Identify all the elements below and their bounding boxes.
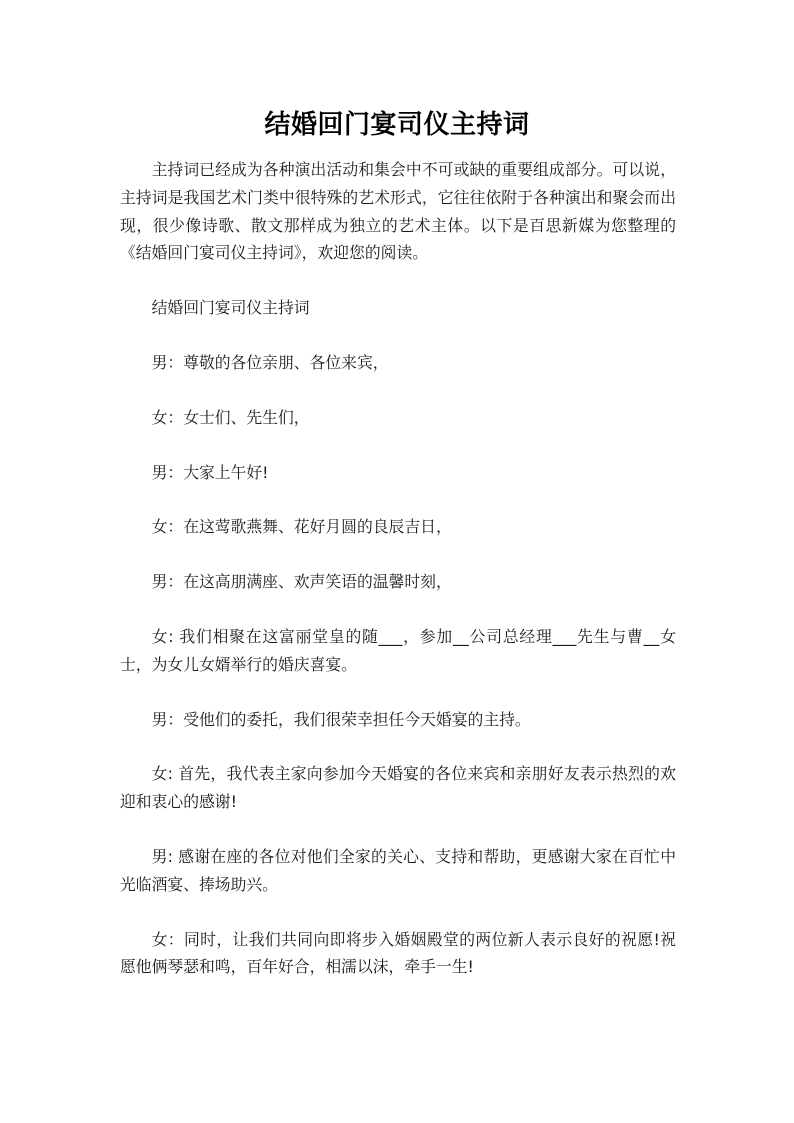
dialogue-line: 女：女士们、先生们， [151, 407, 310, 427]
dialogue-line: 女：同时，让我们共同向即将步入婚姻殿堂的两位新人表示良好的祝愿!祝愿他俩琴瑟和鸣，百年好合，相濡以沫，牵手一生! [120, 929, 676, 977]
document-body [120, 156, 676, 1008]
dialogue-line: 男：大家上午好! [151, 462, 269, 482]
dialogue-line: 女：在这莺歌燕舞、花好月圆的良辰吉日， [151, 517, 452, 537]
dialogue-line: 男: 感谢在座的各位对他们全家的关心、支持和帮助，更感谢大家在百忙中光临酒宴、捧场助兴。 [120, 846, 676, 894]
document-title: 结婚回门宴司仪主持词 [264, 110, 530, 140]
dialogue-line: 女: 首先，我代表主家向参加今天婚宴的各位来宾和亲朋好友表示热烈的欢迎和衷心的感谢! [120, 764, 676, 812]
dialogue-line: 男：尊敬的各位亲朋、各位来宾， [151, 352, 389, 372]
dialogue-line: 男：受他们的委托，我们很荣幸担任今天婚宴的主持。 [151, 709, 531, 729]
dialogue-line: 女: 我们相聚在这富丽堂皇的随___，参加__公司总经理___先生与曹__女士，为女儿女婿举行的婚庆喜宴。 [120, 626, 676, 674]
intro-paragraph: 主持词已经成为各种演出活动和集会中不可或缺的重要组成部分。可以说，主持词是我国艺术门类中很特殊的艺术形式，它往往依附于各种演出和聚会而出现，很少像诗歌、散文那样成为独立的艺术主体。以下是百思新媒为您整理的《结婚回门宴司仪主持词》，欢迎您的阅读。 [120, 160, 676, 263]
dialogue-line: 男：在这高朋满座、欢声笑语的温馨时刻， [151, 572, 452, 592]
section-heading: 结婚回门宴司仪主持词 [151, 298, 310, 318]
